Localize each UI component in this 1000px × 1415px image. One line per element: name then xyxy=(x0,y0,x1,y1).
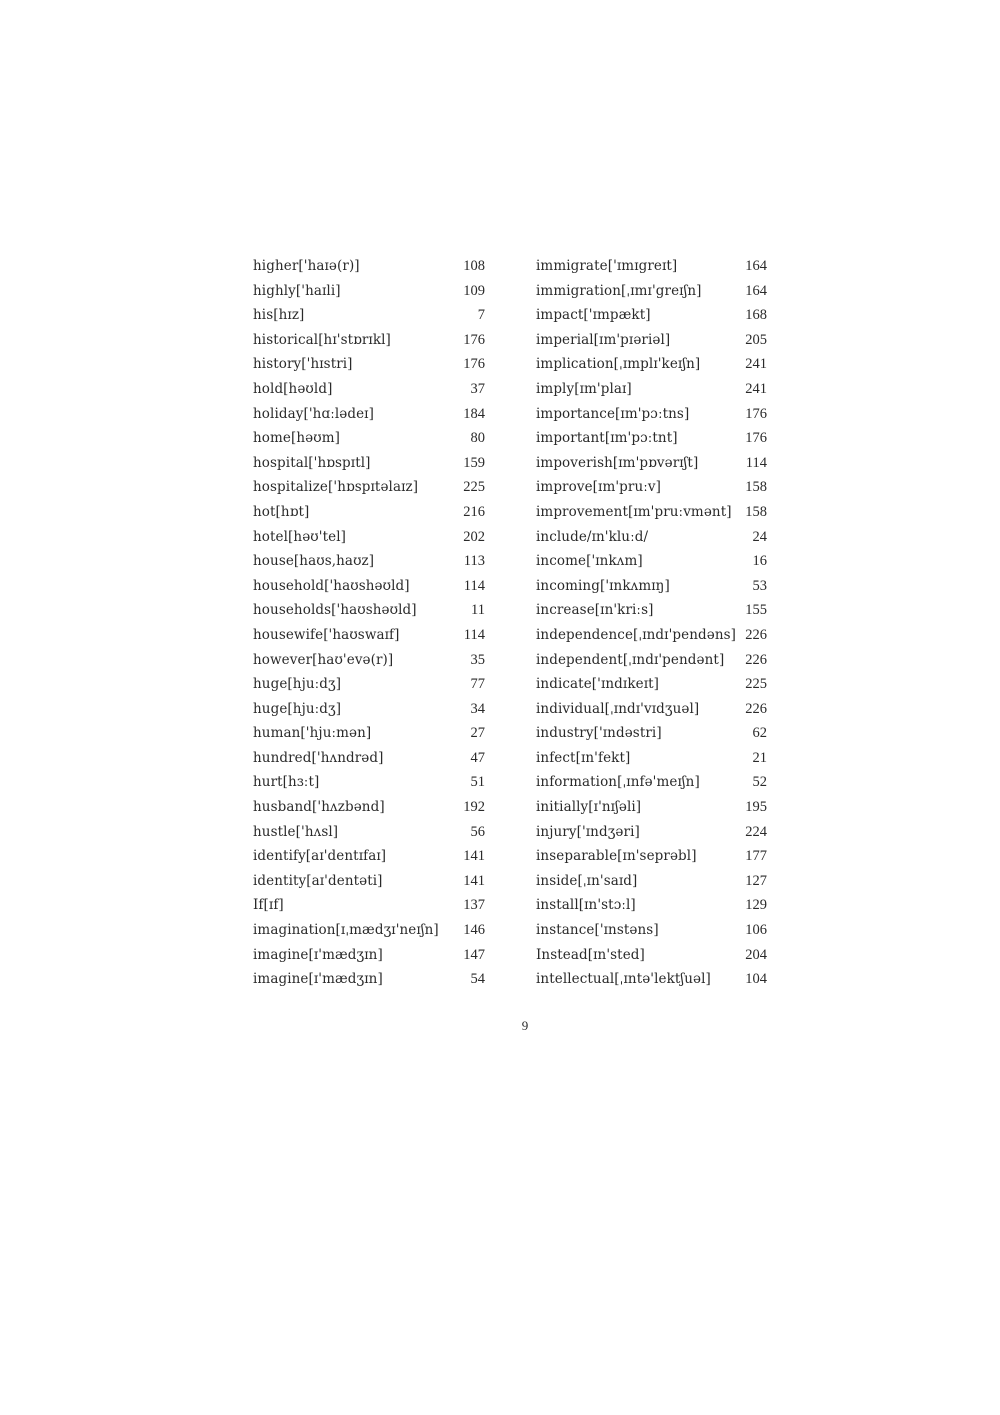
list-item xyxy=(536,500,767,525)
entry-word: holiday['hɑːlədeɪ] xyxy=(253,405,374,422)
entry-word: initially[ɪ'nɪʃəli] xyxy=(536,799,642,816)
list-item xyxy=(253,869,485,894)
entry-page-ref: 137 xyxy=(463,897,485,914)
list-item xyxy=(536,451,767,476)
list-item xyxy=(253,451,485,476)
entry-page-ref: 53 xyxy=(752,577,767,594)
entry-page-ref: 141 xyxy=(463,848,485,865)
entry-word: importance[ɪm'pɔːtns] xyxy=(536,405,690,422)
list-item xyxy=(253,943,485,968)
list-item xyxy=(536,697,767,722)
entry-page-ref: 34 xyxy=(470,700,485,717)
list-item xyxy=(253,672,485,697)
entry-page-ref: 168 xyxy=(745,307,767,324)
entry-page-ref: 37 xyxy=(470,380,485,397)
entry-word: improvement[ɪm'pruːvmənt] xyxy=(536,503,732,520)
list-item xyxy=(253,525,485,550)
entry-page-ref: 226 xyxy=(745,700,767,717)
list-item xyxy=(536,549,767,574)
list-item xyxy=(536,770,767,795)
entry-word: human['hjuːmən] xyxy=(253,725,372,742)
list-item xyxy=(536,525,767,550)
entry-word: individual[ˌɪndɪ'vɪdʒuəl] xyxy=(536,700,700,717)
entry-word: hospitalize['hɒspɪtəlaɪz] xyxy=(253,479,419,496)
entry-word: household['haʊshəʊld] xyxy=(253,577,410,594)
list-item xyxy=(536,967,767,992)
entry-word: higher['haɪə(r)] xyxy=(253,258,360,274)
entry-word: households['haʊshəʊld] xyxy=(253,602,417,619)
entry-word: imply[ɪm'plaɪ] xyxy=(536,380,632,397)
vocabulary-column-right xyxy=(536,254,767,992)
list-item xyxy=(253,918,485,943)
list-item xyxy=(536,795,767,820)
entry-word: husband['hʌzbənd] xyxy=(253,799,385,816)
list-item xyxy=(253,377,485,402)
list-item xyxy=(536,279,767,304)
entry-page-ref: 202 xyxy=(463,528,485,545)
entry-page-ref: 114 xyxy=(463,626,485,643)
entry-page-ref: 114 xyxy=(463,577,485,594)
entry-page-ref: 176 xyxy=(745,405,767,422)
entry-page-ref: 226 xyxy=(745,651,767,668)
list-item xyxy=(253,279,485,304)
entry-page-ref: 109 xyxy=(463,282,485,299)
list-item xyxy=(536,918,767,943)
entry-page-ref: 164 xyxy=(745,282,767,299)
list-item xyxy=(536,426,767,451)
entry-word: home[həʊm] xyxy=(253,430,341,447)
entry-word: imagination[ɪˌmædʒɪ'neɪʃn] xyxy=(253,922,439,939)
list-item xyxy=(253,770,485,795)
list-item xyxy=(536,869,767,894)
entry-page-ref: 77 xyxy=(470,676,485,693)
entry-word: impoverish[ɪm'pɒvərɪʃt] xyxy=(536,454,699,471)
entry-word: history['hɪstri] xyxy=(253,356,353,373)
entry-word: incoming['ɪnkʌmɪŋ] xyxy=(536,577,670,594)
list-item xyxy=(253,893,485,918)
entry-word: huge[hjuːdʒ] xyxy=(253,700,342,717)
entry-page-ref: 129 xyxy=(745,897,767,914)
list-item xyxy=(253,254,485,279)
entry-word: immigration[ˌɪmɪ'greɪʃn] xyxy=(536,282,702,299)
entry-page-ref: 35 xyxy=(470,651,485,668)
entry-page-ref: 159 xyxy=(463,454,485,471)
list-item xyxy=(253,648,485,673)
page-number: 9 xyxy=(521,1018,529,1033)
entry-word: important[ɪm'pɔːtnt] xyxy=(536,430,678,447)
list-item xyxy=(253,795,485,820)
list-item xyxy=(253,549,485,574)
list-item xyxy=(253,303,485,328)
list-item xyxy=(253,623,485,648)
list-item xyxy=(253,328,485,353)
entry-page-ref: 176 xyxy=(463,356,485,373)
entry-page-ref: 225 xyxy=(745,676,767,693)
list-item xyxy=(536,844,767,869)
entry-page-ref: 177 xyxy=(745,848,767,865)
entry-word: inseparable[ɪn'seprəbl] xyxy=(536,848,697,865)
list-item xyxy=(536,623,767,648)
entry-word: increase[ɪn'kriːs] xyxy=(536,602,654,619)
entry-word: income['ɪnkʌm] xyxy=(536,553,643,570)
entry-page-ref: 225 xyxy=(463,479,485,496)
entry-page-ref: 184 xyxy=(463,405,485,422)
entry-page-ref: 241 xyxy=(745,356,767,373)
list-item xyxy=(536,746,767,771)
list-item xyxy=(536,820,767,845)
list-item xyxy=(253,746,485,771)
entry-word: immigrate['ɪmɪgreɪt] xyxy=(536,258,678,274)
entry-word: information[ˌɪnfə'meɪʃn] xyxy=(536,774,700,791)
entry-page-ref: 204 xyxy=(745,946,767,963)
list-item xyxy=(536,943,767,968)
list-item xyxy=(536,303,767,328)
entry-word: hurt[hɜːt] xyxy=(253,774,320,791)
entry-word: his[hɪz] xyxy=(253,307,305,324)
entry-word: independence[ˌɪndɪ'pendəns] xyxy=(536,626,737,643)
entry-word: Instead[ɪn'sted] xyxy=(536,946,645,963)
entry-page-ref: 24 xyxy=(752,528,767,545)
entry-page-ref: 155 xyxy=(745,602,767,619)
entry-page-ref: 216 xyxy=(463,503,485,520)
list-item xyxy=(253,352,485,377)
entry-page-ref: 7 xyxy=(477,307,485,324)
entry-page-ref: 16 xyxy=(752,553,767,570)
list-item xyxy=(536,402,767,427)
entry-word: intellectual[ˌɪntə'lektʃuəl] xyxy=(536,971,711,988)
entry-word: industry['ɪndəstri] xyxy=(536,725,662,742)
entry-page-ref: 11 xyxy=(471,602,485,619)
list-item xyxy=(536,475,767,500)
entry-page-ref: 80 xyxy=(470,430,485,447)
entry-page-ref: 195 xyxy=(745,799,767,816)
entry-word: imagine[ɪ'mædʒɪn] xyxy=(253,971,383,988)
entry-page-ref: 114 xyxy=(745,454,767,471)
entry-word: improve[ɪm'pruːv] xyxy=(536,479,661,496)
list-item xyxy=(536,574,767,599)
entry-page-ref: 56 xyxy=(470,823,485,840)
list-item xyxy=(253,721,485,746)
entry-word: install[ɪn'stɔːl] xyxy=(536,897,636,914)
entry-word: house[haʊs,haʊz] xyxy=(253,553,375,570)
entry-page-ref: 47 xyxy=(470,749,485,766)
entry-page-ref: 164 xyxy=(745,258,767,274)
entry-word: identify[aɪ'dentɪfaɪ] xyxy=(253,848,387,865)
entry-page-ref: 158 xyxy=(745,479,767,496)
entry-word: identity[aɪ'dentəti] xyxy=(253,872,383,889)
list-item xyxy=(253,844,485,869)
entry-word: however[haʊ'evə(r)] xyxy=(253,651,394,668)
list-item xyxy=(253,697,485,722)
list-item xyxy=(536,598,767,623)
entry-page-ref: 62 xyxy=(752,725,767,742)
entry-word: housewife['haʊswaɪf] xyxy=(253,626,400,643)
list-item xyxy=(536,893,767,918)
entry-page-ref: 141 xyxy=(463,872,485,889)
entry-page-ref: 224 xyxy=(745,823,767,840)
list-item xyxy=(536,377,767,402)
list-item xyxy=(253,574,485,599)
entry-word: hot[hɒt] xyxy=(253,503,310,520)
entry-page-ref: 106 xyxy=(745,922,767,939)
entry-word: hustle['hʌsl] xyxy=(253,823,339,840)
entry-page-ref: 21 xyxy=(752,749,767,766)
list-item xyxy=(536,721,767,746)
entry-word: inside[ˌɪn'saɪd] xyxy=(536,872,638,889)
list-item xyxy=(253,475,485,500)
entry-word: imperial[ɪm'pɪəriəl] xyxy=(536,331,671,348)
list-item xyxy=(253,820,485,845)
entry-word: implication[ˌɪmplɪ'keɪʃn] xyxy=(536,356,701,373)
entry-page-ref: 113 xyxy=(463,553,485,570)
list-item xyxy=(253,967,485,992)
entry-page-ref: 146 xyxy=(463,922,485,939)
vocabulary-column-left xyxy=(253,254,485,992)
entry-page-ref: 176 xyxy=(745,430,767,447)
entry-word: hold[həʊld] xyxy=(253,380,333,397)
list-item xyxy=(253,402,485,427)
entry-page-ref: 108 xyxy=(463,258,485,274)
list-item xyxy=(253,426,485,451)
list-item xyxy=(536,328,767,353)
list-item xyxy=(536,254,767,279)
entry-page-ref: 51 xyxy=(470,774,485,791)
entry-word: hospital['hɒspɪtl] xyxy=(253,454,371,471)
entry-page-ref: 226 xyxy=(745,626,767,643)
entry-word: infect[ɪn'fekt] xyxy=(536,749,631,766)
entry-page-ref: 52 xyxy=(752,774,767,791)
entry-word: imagine[ɪ'mædʒɪn] xyxy=(253,946,383,963)
entry-page-ref: 27 xyxy=(470,725,485,742)
list-item xyxy=(536,672,767,697)
entry-word: indicate['ɪndɪkeɪt] xyxy=(536,676,660,693)
list-item xyxy=(253,598,485,623)
entry-word: highly['haɪli] xyxy=(253,282,341,299)
entry-word: historical[hɪ'stɒrɪkl] xyxy=(253,331,391,348)
entry-page-ref: 176 xyxy=(463,331,485,348)
list-item xyxy=(253,500,485,525)
list-item xyxy=(536,352,767,377)
entry-page-ref: 192 xyxy=(463,799,485,816)
entry-word: injury['ɪndʒəri] xyxy=(536,823,640,840)
entry-page-ref: 147 xyxy=(463,946,485,963)
entry-word: If[ɪf] xyxy=(253,897,284,914)
entry-page-ref: 205 xyxy=(745,331,767,348)
entry-word: hundred['hʌndrəd] xyxy=(253,749,384,766)
entry-word: impact['ɪmpækt] xyxy=(536,307,651,324)
entry-page-ref: 241 xyxy=(745,380,767,397)
entry-page-ref: 54 xyxy=(470,971,485,988)
entry-word: independent[ˌɪndɪ'pendənt] xyxy=(536,651,725,668)
entry-word: include/ɪn'kluːd/ xyxy=(536,528,649,545)
entry-page-ref: 104 xyxy=(745,971,767,988)
list-item xyxy=(536,648,767,673)
entry-word: hotel[həʊ'tel] xyxy=(253,528,346,545)
entry-word: huge[hjuːdʒ] xyxy=(253,676,342,693)
entry-page-ref: 127 xyxy=(745,872,767,889)
entry-page-ref: 158 xyxy=(745,503,767,520)
entry-word: instance['ɪnstəns] xyxy=(536,922,659,939)
